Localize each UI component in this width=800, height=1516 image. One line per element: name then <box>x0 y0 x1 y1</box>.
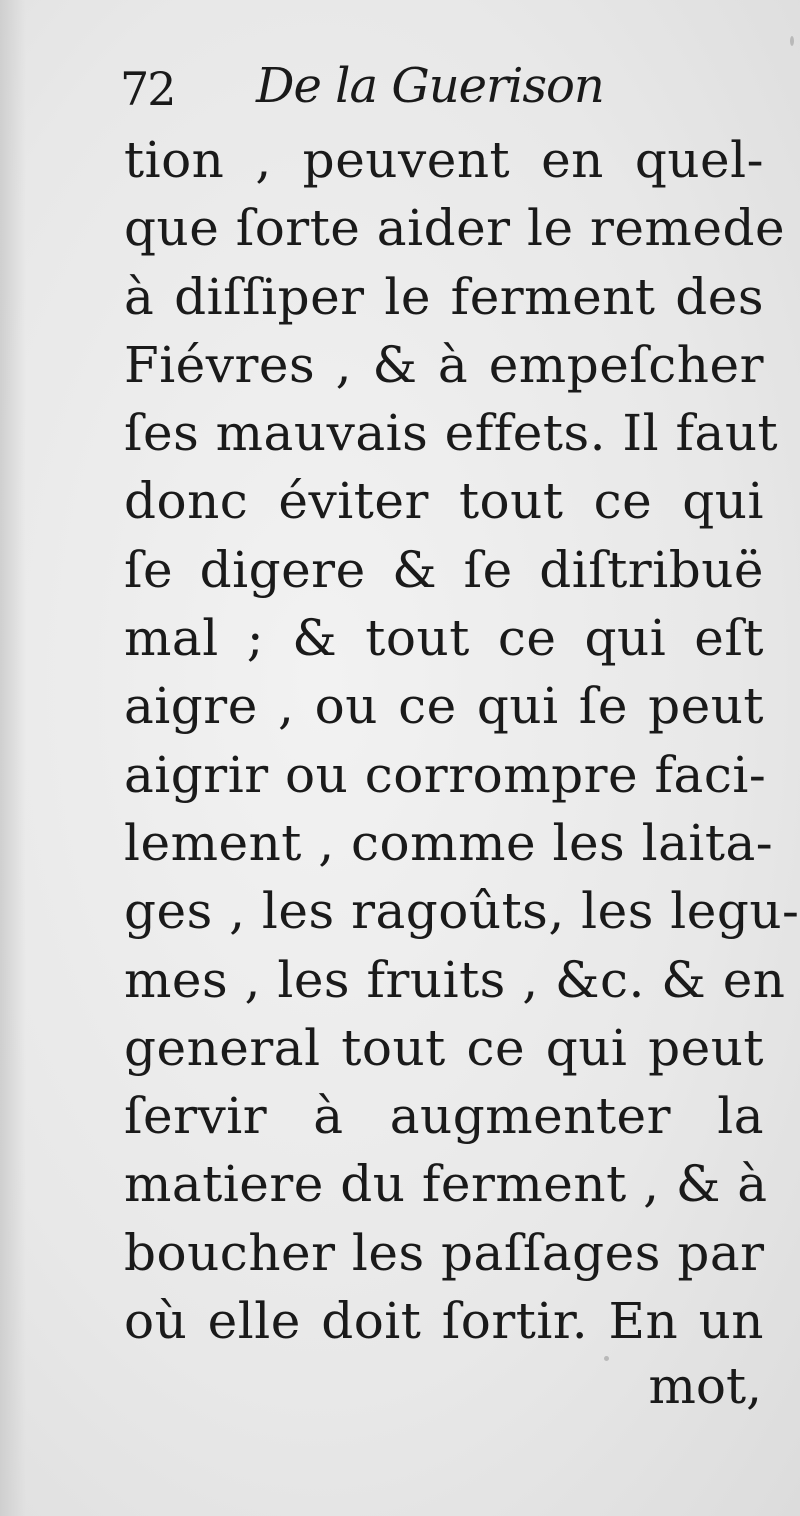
page-number: 72 <box>120 62 175 116</box>
running-head: De la Guerison <box>256 58 604 114</box>
paper-speck <box>604 1356 609 1361</box>
text-line: lement , comme les laita- <box>124 813 774 872</box>
text-line: ges , les ragoûts, les legu- <box>124 882 800 941</box>
text-line: matiere du ferment , & à <box>124 1155 768 1214</box>
text-line: mes , les fruits , &c. & en <box>124 950 786 1009</box>
text-line: ſes mauvais effets. Il faut <box>124 404 779 463</box>
text-line: general tout ce qui peut <box>124 1018 764 1077</box>
text-line: ſervir à augmenter la <box>124 1087 764 1146</box>
text-line: à diſſiper le ferment des <box>124 267 764 326</box>
text-line: où elle doit ſortir. En un <box>124 1292 764 1351</box>
page-gutter-shadow <box>0 0 26 1516</box>
text-line: boucher les paſſages par <box>124 1223 765 1282</box>
page-header <box>120 58 680 118</box>
text-line: aigre , ou ce qui ſe peut <box>124 677 764 736</box>
text-line: que ſorte aider le remede <box>124 199 786 258</box>
text-line: ſe digere & ſe diſtribuë <box>124 540 764 599</box>
text-line: Fiévres , & à empeſcher <box>124 335 764 394</box>
catchword: mot, <box>648 1357 762 1415</box>
paper-speck <box>790 36 794 46</box>
text-line: tion , peuvent en quel- <box>124 131 764 189</box>
text-line: aigrir ou corrompre faci- <box>124 745 767 804</box>
text-line: donc éviter tout ce qui <box>124 472 764 531</box>
body-text <box>124 126 800 1355</box>
text-line: mal ; & tout ce qui eſt <box>124 609 764 668</box>
